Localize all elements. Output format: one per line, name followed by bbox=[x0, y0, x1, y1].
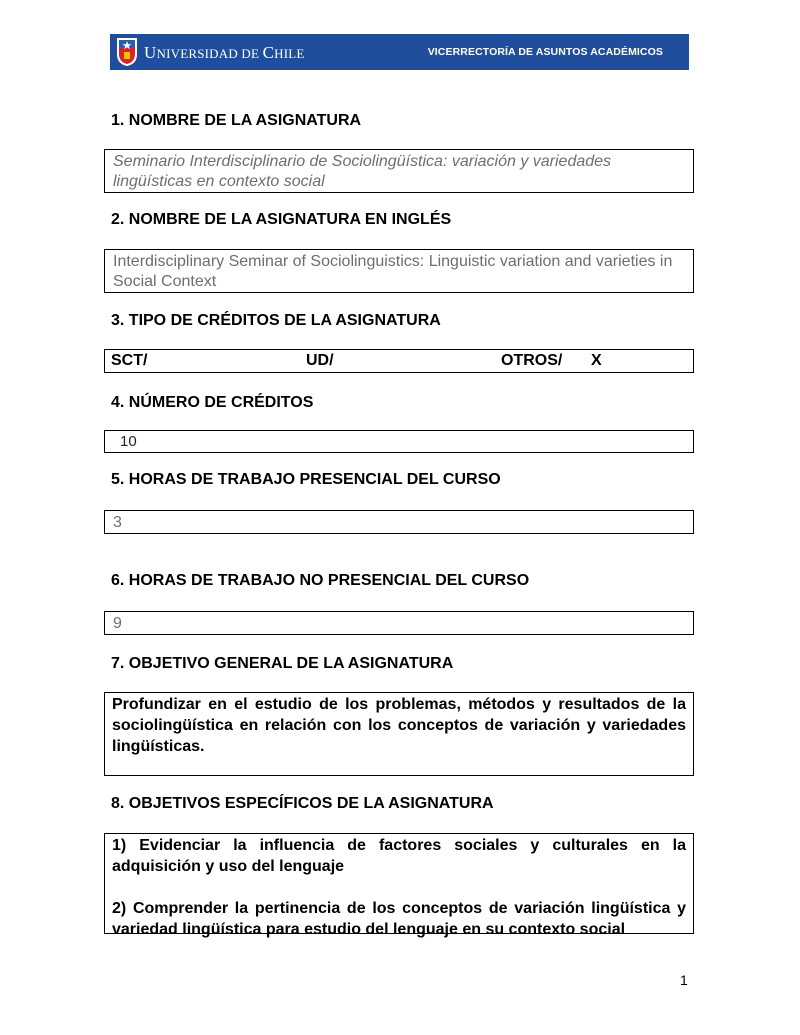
credit-type-row bbox=[104, 349, 694, 373]
presential-hours-field: 3 bbox=[104, 510, 694, 534]
otros-label: OTROS/ bbox=[501, 352, 563, 369]
section-3-title: 3. TIPO DE CRÉDITOS DE LA ASIGNATURA bbox=[111, 312, 441, 329]
section-7-title: 7. OBJETIVO GENERAL DE LA ASIGNATURA bbox=[111, 655, 454, 672]
page-number: 1 bbox=[680, 972, 688, 988]
specific-objective-item: 1) Evidenciar la influencia de factores sociales y culturales en la adquisición y uso del lenguaje bbox=[112, 837, 686, 875]
section-8-title: 8. OBJETIVOS ESPECÍFICOS DE LA ASIGNATURA bbox=[111, 795, 494, 812]
section-6-title: 6. HORAS DE TRABAJO NO PRESENCIAL DEL CURSO bbox=[111, 572, 530, 589]
section-2-title: 2. NOMBRE DE LA ASIGNATURA EN INGLÉS bbox=[111, 211, 452, 228]
general-objective-box bbox=[104, 692, 694, 776]
university-crest-icon bbox=[116, 37, 138, 67]
sct-label: SCT/ bbox=[111, 352, 148, 369]
credits-number-field: 10 bbox=[104, 430, 694, 453]
header-banner bbox=[110, 34, 689, 70]
department-name: VICERRECTORÍA DE ASUNTOS ACADÉMICOS bbox=[427, 46, 663, 58]
course-name-english-field: Interdisciplinary Seminar of Sociolinguistics: Linguistic variation and varieties in Social Context bbox=[104, 249, 694, 293]
section-1-title: 1. NOMBRE DE LA ASIGNATURA bbox=[111, 112, 362, 129]
general-objective-text: Profundizar en el estudio de los problemas, métodos y resultados de la sociolingüística en relación con los conceptos de variación y variedades lingüísticas. bbox=[112, 696, 686, 755]
course-name-field: Seminario Interdisciplinario de Sociolingüística: variación y variedades lingüísticas en contexto social bbox=[104, 149, 694, 193]
specific-objectives-box bbox=[104, 833, 694, 938]
section-4-title: 4. NÚMERO DE CRÉDITOS bbox=[111, 394, 314, 411]
university-name: UNIVERSIDAD DE CHILE bbox=[144, 43, 305, 62]
ud-label: UD/ bbox=[306, 352, 334, 369]
otros-mark: X bbox=[591, 352, 602, 369]
specific-objective-item: 2) Comprender la pertinencia de los conceptos de variación lingüística y variedad lingüística para estudio del lenguaje en su contexto social bbox=[112, 900, 686, 938]
non-presential-hours-field: 9 bbox=[104, 611, 694, 635]
section-5-title: 5. HORAS DE TRABAJO PRESENCIAL DEL CURSO bbox=[111, 471, 501, 488]
